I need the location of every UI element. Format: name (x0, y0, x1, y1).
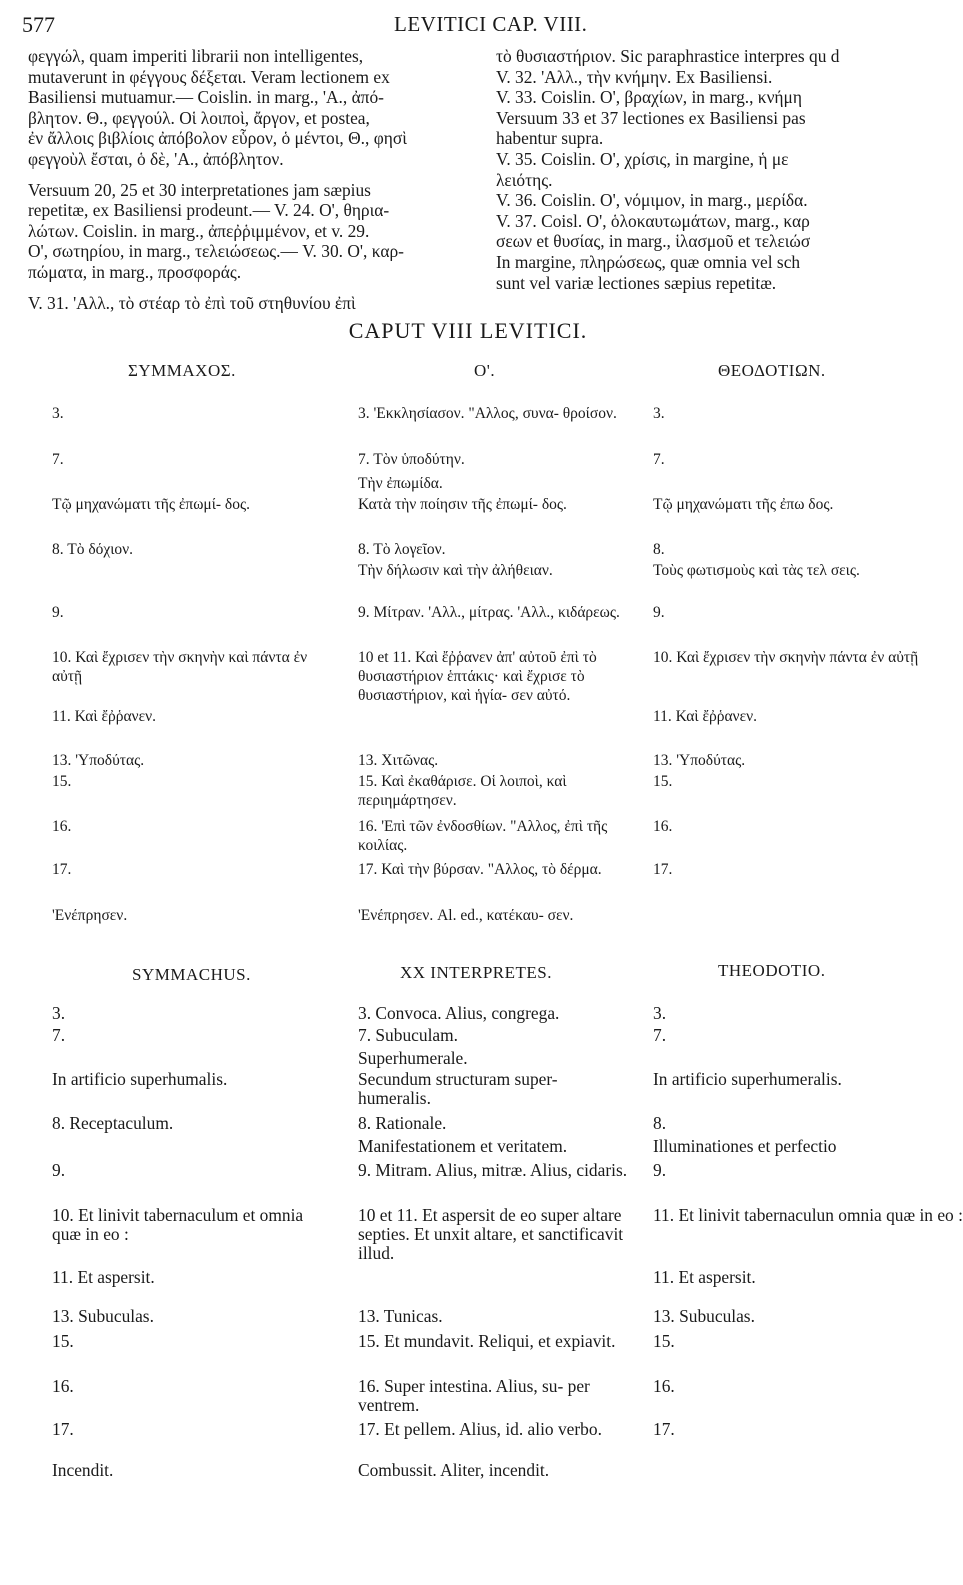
latin-cell-septuagint: Combussit. Aliter, incendit. (358, 1460, 550, 1480)
column-header-septuagint-greek: Ο'. (474, 361, 496, 380)
latin-cell-symmachus: 17. (52, 1419, 74, 1439)
greek-cell-septuagint: 3. 'Εκκλησίασον. "Αλλος, συνα- θροίσον. (358, 405, 617, 422)
note-line: Versuum 33 et 37 lectiones ex Basiliensi pas (496, 107, 806, 128)
greek-cell-septuagint: 7. Τὸν ὑποδύτην. (358, 451, 465, 468)
column-header-symmachus-greek: ΣΥΜΜΑΧΟΣ. (128, 361, 236, 380)
latin-cell-theodotion: In artificio superhumeralis. (653, 1069, 842, 1089)
greek-cell-septuagint: 'Ενέπρησεν. Al. ed., κατέκαυ- σεν. (358, 907, 574, 924)
column-header-theodotion-greek: ΘΕΟΔΟΤΙΩΝ. (718, 361, 826, 380)
note-line: φεγγώλ, quam imperiti librarii non intelligentes, (28, 46, 364, 66)
greek-cell-theodotion: Τῷ μηχανώματι τῆς ἐπω δος. (653, 496, 834, 513)
latin-cell-theodotion: 16. (653, 1376, 675, 1396)
latin-cell-theodotion: 11. Et linivit tabernaculun omnia quæ in eo : (653, 1205, 963, 1225)
note-line: V. 31. 'Αλλ., τὸ στέαρ τὸ ἐπὶ τοῦ στηθυνίου ἐπὶ (28, 292, 356, 313)
running-title: LEVITICI CAP. VIII. (394, 12, 588, 36)
latin-cell-symmachus: Incendit. (52, 1460, 114, 1480)
note-line: V. 32. 'Αλλ., τὴν κνήμην. Ex Basiliensi. (496, 66, 773, 87)
greek-cell-symmachus: 16. (52, 818, 72, 835)
greek-cell-theodotion: 3. (653, 405, 665, 422)
latin-cell-symmachus: 3. (52, 1003, 66, 1023)
greek-cell-septuagint: 17. Καὶ τὴν βύρσαν. "Αλλος, τὸ δέρμα. (358, 861, 602, 878)
note-line: mutaverunt in φέγγους δέξεται. Veram lectionem ex (28, 66, 390, 87)
note-line: βλητον. Θ., φεγγούλ. Οἱ λοιποὶ, ἄργον, et postea, (28, 107, 370, 128)
column-header-septuagint-latin: XX INTERPRETES. (400, 963, 552, 982)
latin-cell-symmachus: In artificio superhumalis. (52, 1069, 228, 1089)
greek-cell-septuagint: 8. Τὸ λογεῖον. (358, 541, 446, 558)
greek-cell-septuagint: Τὴν ἐπωμίδα. (358, 475, 443, 492)
greek-cell-symmachus: 11. Καὶ ἔῤῥανεν. (52, 708, 156, 725)
greek-cell-septuagint: 9. Μίτραν. 'Αλλ., μίτρας. 'Αλλ., κιδάρεως. (358, 604, 620, 621)
greek-cell-septuagint: Τὴν δήλωσιν καὶ τὴν ἀλήθειαν. (358, 562, 553, 579)
greek-cell-septuagint: 13. Χιτῶνας. (358, 752, 439, 769)
note-line: λειότης. (496, 169, 553, 190)
greek-cell-theodotion: 15. (653, 773, 673, 790)
greek-cell-theodotion: 7. (653, 451, 665, 468)
latin-cell-symmachus: 15. (52, 1331, 74, 1351)
greek-cell-theodotion: 8. (653, 541, 665, 558)
greek-cell-theodotion: 11. Καὶ ἔῤῥανεν. (653, 708, 757, 725)
note-line: In margine, πληρώσεως, quæ omnia vel sch (496, 251, 801, 272)
latin-cell-septuagint: Secundum structuram super- humeralis. (358, 1069, 558, 1108)
latin-cell-theodotion: 15. (653, 1331, 675, 1351)
note-line: ἐν ἄλλοις βιβλίοις ἀπόβολον εὗρον, ὁ μέντοι, Θ., φησὶ (28, 128, 407, 149)
latin-cell-symmachus: 9. (52, 1160, 66, 1180)
note-line: repetitæ, ex Basiliensi prodeunt.— V. 24. Ο', θηρια- (28, 200, 390, 221)
latin-cell-symmachus: 16. (52, 1376, 74, 1396)
latin-cell-theodotion: 7. (653, 1025, 667, 1045)
notes-left-column (28, 46, 474, 313)
greek-cell-theodotion: 16. (653, 818, 673, 835)
latin-cell-septuagint: 9. Mitram. Alius, mitræ. Alius, cidaris. (358, 1160, 628, 1180)
note-line: σεων et θυσίας, in marg., ἱλασμοῦ et τελειώσ (496, 231, 811, 252)
latin-cell-septuagint: Manifestationem et veritatem. (358, 1136, 568, 1156)
greek-cell-septuagint: 10 et 11. Καὶ ἔῤῥανεν ἀπ' αὐτοῦ ἐπὶ τὸ θυσιαστήριον ἑπτάκις· καὶ ἔχρισε τὸ θυσιαστήριον, καὶ ἡγία- σεν αὐτό. (358, 649, 597, 704)
latin-cell-septuagint: 8. Rationale. (358, 1113, 447, 1133)
greek-cell-theodotion: 13. 'Υποδύτας. (653, 752, 746, 769)
latin-cell-septuagint: 17. Et pellem. Alius, id. alio verbo. (358, 1419, 602, 1439)
latin-cell-septuagint: 10 et 11. Et aspersit de eo super altare septies. Et unxit altare, et sanctificavit illud. (358, 1205, 624, 1263)
latin-cell-symmachus: 10. Et linivit tabernaculum et omnia quæ in eo : (52, 1205, 304, 1244)
greek-cell-theodotion: 17. (653, 861, 673, 878)
note-line: τὸ θυσιαστήριον. Sic paraphrastice interpres qu d (496, 46, 840, 66)
greek-cell-septuagint: 15. Καὶ ἐκαθάρισε. Οἱ λοιποὶ, καὶ περιημάρτησεν. (358, 773, 567, 809)
note-line: habentur supra. (496, 128, 604, 149)
note-line: Basiliensi mutuamur.— Coislin. in marg., 'Α., ἀπό- (28, 87, 384, 108)
latin-cell-theodotion: 13. Subuculas. (653, 1306, 755, 1326)
note-line: sunt vel variæ lectiones sæpius repetitæ. (496, 272, 777, 293)
latin-cell-theodotion: 11. Et aspersit. (653, 1267, 756, 1287)
latin-cell-septuagint: 3. Convoca. Alius, congrega. (358, 1003, 560, 1023)
greek-cell-theodotion: 10. Καὶ ἔχρισεν τὴν σκηνὴν πάντα ἐν αὐτῇ (653, 649, 919, 666)
notes-right-column (496, 46, 888, 293)
latin-cell-septuagint: 16. Super intestina. Alius, su- per ventrem. (358, 1376, 590, 1415)
latin-cell-septuagint: 15. Et mundavit. Reliqui, et expiavit. (358, 1331, 616, 1351)
greek-cell-theodotion: Τοὺς φωτισμοὺς καὶ τὰς τελ σεις. (653, 562, 860, 579)
latin-cell-theodotion: 3. (653, 1003, 667, 1023)
note-line: V. 37. Coisl. Ο', ὁλοκαυτωμάτων, marg., καρ (496, 210, 810, 231)
latin-cell-symmachus: 13. Subuculas. (52, 1306, 154, 1326)
greek-cell-symmachus: 10. Καὶ ἔχρισεν τὴν σκηνὴν καὶ πάντα ἐν αὐτῇ (52, 649, 308, 685)
greek-cell-symmachus: 7. (52, 451, 64, 468)
note-line: φεγγοὺλ ἔσται, ὁ δὲ, 'Α., ἀπόβλητον. (28, 148, 284, 169)
greek-cell-symmachus: 8. Τὸ δόχιον. (52, 541, 134, 558)
latin-cell-symmachus: 11. Et aspersit. (52, 1267, 155, 1287)
column-header-theodotion-latin: THEODOTIO. (718, 961, 826, 980)
note-line: V. 33. Coislin. Ο', βραχίων, in marg., κνήμη (496, 87, 802, 108)
latin-cell-symmachus: 7. (52, 1025, 66, 1045)
latin-cell-septuagint: 13. Tunicas. (358, 1306, 443, 1326)
latin-cell-theodotion: Illuminationes et perfectio (653, 1136, 837, 1156)
chapter-caption: CAPUT VIII LEVITICI. (348, 318, 588, 343)
note-line: Versuum 20, 25 et 30 interpretationes jam sæpius (28, 179, 371, 200)
greek-cell-symmachus: Τῷ μηχανώματι τῆς ἐπωμί- δος. (52, 496, 251, 513)
page-header (22, 12, 876, 42)
note-line: Ο', σωτηρίου, in marg., τελειώσεως.— V. 30. Ο', καρ- (28, 241, 404, 262)
page-number: 577 (22, 12, 55, 37)
greek-cell-theodotion: 9. (653, 604, 665, 621)
note-line: V. 35. Coislin. Ο', χρίσις, in margine, ἡ με (496, 148, 789, 169)
column-header-symmachus-latin: SYMMACHUS. (132, 965, 251, 984)
latin-cell-septuagint: Superhumerale. (358, 1048, 468, 1068)
greek-cell-septuagint: 16. 'Επὶ τῶν ἐνδοσθίων. "Αλλος, ἐπὶ τῆς κοιλίας. (358, 818, 608, 854)
note-line: V. 36. Coislin. Ο', νόμιμον, in marg., μερίδα. (496, 190, 808, 211)
note-line: πώματα, in marg., προσφοράς. (28, 261, 242, 282)
greek-cell-septuagint: Κατὰ τὴν ποίησιν τῆς ἐπωμί- δος. (358, 496, 567, 513)
greek-cell-symmachus: 17. (52, 861, 72, 878)
latin-cell-theodotion: 8. (653, 1113, 667, 1133)
greek-cell-symmachus: 'Ενέπρησεν. (52, 907, 128, 924)
note-line: λώτων. Coislin. in marg., ἀπεῤῥιμμένον, et v. 29. (28, 220, 370, 241)
latin-cell-septuagint: 7. Subuculam. (358, 1025, 458, 1045)
greek-cell-symmachus: 15. (52, 773, 72, 790)
greek-cell-symmachus: 3. (52, 405, 64, 422)
greek-cell-symmachus: 13. 'Υποδύτας. (52, 752, 145, 769)
latin-cell-theodotion: 9. (653, 1160, 667, 1180)
greek-cell-symmachus: 9. (52, 604, 64, 621)
latin-cell-theodotion: 17. (653, 1419, 675, 1439)
latin-cell-symmachus: 8. Receptaculum. (52, 1113, 174, 1133)
